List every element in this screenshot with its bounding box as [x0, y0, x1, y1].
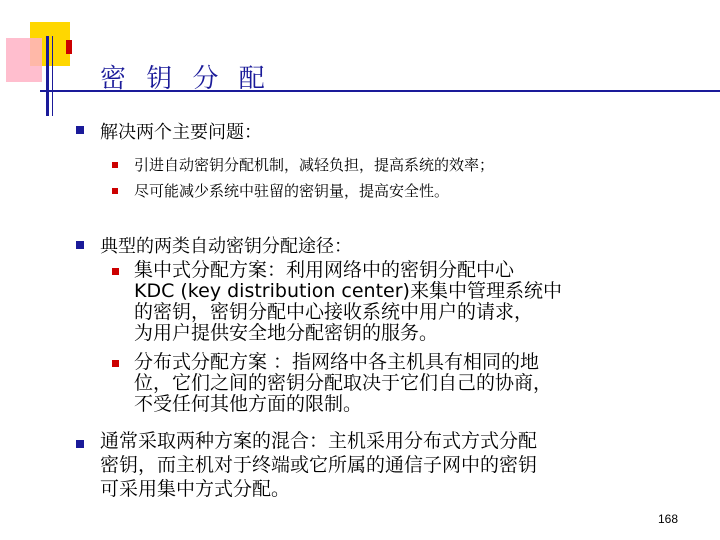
item3-line3: 可采用集中方式分配。 [100, 478, 291, 500]
item2-sub1-line3: 的密钥，密钥分配中心接收系统中用户的请求， [134, 301, 534, 323]
sub-bullet-icon [112, 162, 118, 168]
bullet-icon [76, 241, 84, 249]
item2-sub2-line1: 分布式分配方案 ：指网络中各主机具有相同的地 [134, 351, 540, 373]
deco-small-red-block [66, 40, 72, 54]
item1-sub1: 引进自动密钥分配机制，减轻负担，提高系统的效率； [134, 156, 495, 174]
deco-vertical-thin [52, 36, 53, 116]
deco-pink-square [6, 38, 42, 82]
deco-vertical-bar [46, 36, 49, 116]
slide-title: 密 钥 分 配 [100, 64, 271, 94]
item3-line1: 通常采取两种方案的混合：主机采用分布式方式分配 [100, 430, 538, 452]
item2-sub2-line2: 位，它们之间的密钥分配取决于它们自己的协商， [134, 372, 553, 394]
item2-sub1-line1: 集中式分配方案：利用网络中的密钥分配中心 [134, 259, 515, 281]
item2-text: 典型的两类自动密钥分配途径： [100, 236, 352, 257]
bullet-icon [76, 126, 84, 134]
item3-line2: 密钥，而主机对于终端或它所属的通信子网中的密钥 [100, 454, 538, 476]
item2-sub2-line3: 不受任何其他方面的限制。 [134, 393, 363, 415]
sub-bullet-icon [112, 360, 119, 367]
item2-sub1-line2: KDC (key distribution center)来集中管理系统中 [134, 280, 562, 302]
item2-sub1-line4: 为用户提供安全地分配密钥的服务。 [134, 322, 439, 344]
bullet-icon [76, 440, 84, 448]
page-number: 168 [657, 512, 678, 526]
sub-bullet-icon [112, 188, 118, 194]
item1-text: 解决两个主要问题： [100, 122, 262, 143]
item1-sub2: 尽可能减少系统中驻留的密钥量，提高安全性。 [134, 182, 450, 200]
sub-bullet-icon [112, 268, 119, 275]
